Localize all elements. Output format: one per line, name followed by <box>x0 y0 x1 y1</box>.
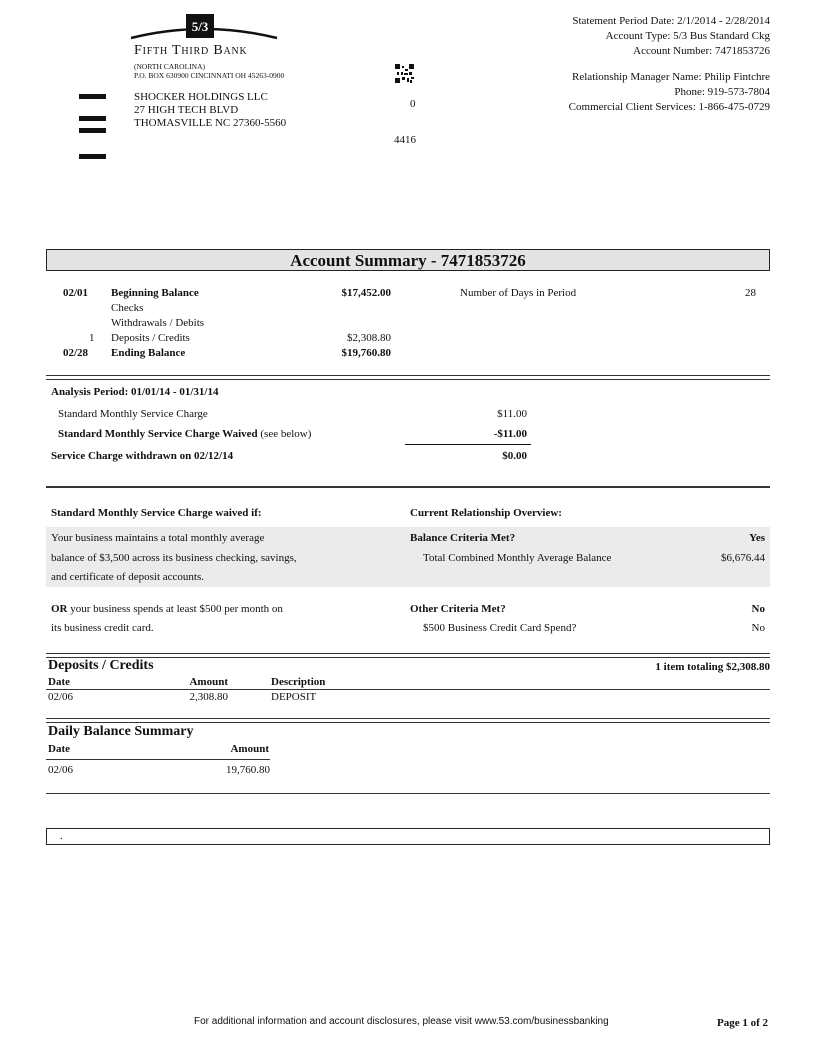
divider <box>46 379 770 380</box>
divider <box>46 653 770 654</box>
waived-row <box>58 428 311 440</box>
withdrawn-value: $0.00 <box>502 450 527 462</box>
waiver-heading: Standard Monthly Service Charge waived if: <box>51 507 262 519</box>
checks-label: Checks <box>111 302 144 314</box>
divider <box>46 657 770 658</box>
card-spend-label: $500 Business Credit Card Spend? <box>423 622 577 634</box>
combined-balance-value: $6,676.44 <box>721 552 765 564</box>
daily-header-amount: Amount <box>230 743 269 755</box>
or-word: OR <box>51 603 68 615</box>
client-services: Commercial Client Services: 1-866-475-0729 <box>568 101 770 113</box>
code-zero: 0 <box>410 98 416 110</box>
qr-code-icon <box>395 64 414 83</box>
end-date: 02/28 <box>63 347 89 359</box>
bank-state: (NORTH CAROLINA) <box>134 62 206 71</box>
customer-street: 27 HIGH TECH BLVD <box>134 104 239 116</box>
bank-name: Fifth Third Bank <box>134 43 248 58</box>
card-spend-value: No <box>751 622 765 634</box>
relationship-manager-info <box>569 70 770 115</box>
days-value: 28 <box>745 287 756 299</box>
end-label: Ending Balance <box>111 347 186 359</box>
daily-row-date: 02/06 <box>48 764 74 776</box>
customer-city: THOMASVILLE NC 27360-5560 <box>134 117 287 129</box>
deposit-row-amount: 2,308.80 <box>189 691 228 703</box>
mail-bar <box>79 94 106 99</box>
deposits-label: Deposits / Credits <box>111 332 190 344</box>
withdrawn-label: Service Charge withdrawn on 02/12/14 <box>51 450 234 462</box>
analysis-period: Analysis Period: 01/01/14 - 01/31/14 <box>51 386 219 398</box>
note-box <box>46 828 770 845</box>
bank-po-box: P.O. BOX 630900 CINCINNATI OH 45263-0900 <box>134 71 285 80</box>
begin-amount: $17,452.00 <box>341 287 391 299</box>
balance-criteria-label: Balance Criteria Met? <box>410 532 516 544</box>
deposits-header-amount: Amount <box>189 676 228 688</box>
days-label: Number of Days in Period <box>460 287 577 299</box>
subtotal-rule <box>405 444 531 445</box>
or-line-2: its business credit card. <box>51 622 154 634</box>
deposits-title: Deposits / Credits <box>48 658 154 673</box>
mail-bar <box>79 116 106 121</box>
customer-address <box>134 91 286 130</box>
account-type: Account Type: 5/3 Bus Standard Ckg <box>605 30 770 42</box>
withdrawals-label: Withdrawals / Debits <box>111 317 205 329</box>
or-line-1 <box>51 603 283 615</box>
waived-note: (see below) <box>260 428 312 440</box>
customer-name: SHOCKER HOLDINGS LLC <box>134 91 268 103</box>
mail-bar <box>79 128 106 133</box>
account-number: Account Number: 7471853726 <box>633 45 770 57</box>
begin-date: 02/01 <box>63 287 89 299</box>
daily-header-rule <box>46 759 270 760</box>
waived-value: -$11.00 <box>493 428 527 440</box>
statement-period: Statement Period Date: 2/1/2014 - 2/28/2014 <box>572 15 770 27</box>
footer-text: For additional information and account disclosures, please visit www.53.com/businessbanking <box>194 1016 609 1027</box>
combined-balance-label: Total Combined Monthly Average Balance <box>423 552 612 564</box>
other-criteria-label: Other Criteria Met? <box>410 603 506 615</box>
code-number: 4416 <box>394 134 416 146</box>
manager-phone: Phone: 919-573-7804 <box>674 86 770 98</box>
divider <box>46 718 770 719</box>
account-summary-header <box>46 249 770 271</box>
divider <box>46 793 770 794</box>
waiver-line-2: balance of $3,500 across its business checking, savings, <box>51 552 297 564</box>
balance-criteria-value: Yes <box>749 532 765 544</box>
deposits-header-date: Date <box>48 676 70 688</box>
daily-header-date: Date <box>48 743 70 755</box>
deposits-header-description: Description <box>271 676 326 688</box>
other-criteria-value: No <box>751 603 765 615</box>
mail-bar <box>79 154 106 159</box>
svg-text:5/3: 5/3 <box>191 19 209 34</box>
table-header-rule <box>46 689 770 690</box>
end-amount: $19,760.80 <box>341 347 391 359</box>
account-summary-title: Account Summary - 7471853726 <box>290 251 526 270</box>
divider <box>46 375 770 376</box>
divider <box>46 722 770 723</box>
waiver-line-3: and certificate of deposit accounts. <box>51 571 205 583</box>
begin-label: Beginning Balance <box>111 287 199 299</box>
deposit-row-date: 02/06 <box>48 691 74 703</box>
note-box-text: . <box>60 830 63 842</box>
statement-info <box>572 14 770 59</box>
manager-name: Relationship Manager Name: Philip Fintchre <box>572 71 770 83</box>
overview-heading: Current Relationship Overview: <box>410 507 562 519</box>
deposits-amount: $2,308.80 <box>347 332 391 344</box>
daily-title: Daily Balance Summary <box>48 724 194 739</box>
deposits-total: 1 item totaling $2,308.80 <box>655 661 770 673</box>
deposit-count: 1 <box>89 332 95 344</box>
service-charge-value: $11.00 <box>497 408 527 420</box>
waived-label: Standard Monthly Service Charge Waived <box>58 428 258 440</box>
daily-row-amount: 19,760.80 <box>226 764 270 776</box>
or-text: your business spends at least $500 per month on <box>70 603 283 615</box>
divider <box>46 486 770 488</box>
service-charge-label: Standard Monthly Service Charge <box>58 408 208 420</box>
page-number: Page 1 of 2 <box>716 1017 768 1029</box>
waiver-line-1: Your business maintains a total monthly average <box>51 532 265 544</box>
deposit-row-description: DEPOSIT <box>271 691 317 703</box>
